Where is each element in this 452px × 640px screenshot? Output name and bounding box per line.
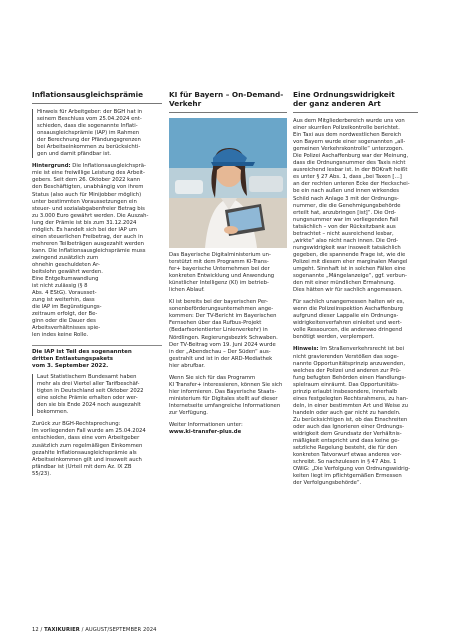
lead-label: Hinweis: bbox=[293, 346, 319, 353]
photo-illustration bbox=[169, 118, 287, 248]
page-footer bbox=[32, 627, 157, 634]
article-heading-ki: KI für Bayern – On-Demand-Verkehr bbox=[169, 90, 287, 113]
article-heading-owi: Eine Ordnungswidrigkeit der ganz anderen Art bbox=[293, 90, 418, 113]
note-box-employers: Hinweis für Arbeitgeber: der BGH hat in seinem Beschluss vom 25.04.2024 ent- schieden, dass die sogenannte Inflati- onsausgleichsprämie (IAP) im Rahmen der Berechnung der Pfändungsgrenzen bei Arbeitseinkommen zu berücksichti- gen und damit pfändbar ist. bbox=[32, 109, 162, 158]
page-number: 12 / bbox=[32, 627, 45, 633]
paragraph-opinion: Für sachlich unangemessen halten wir es, wenn die Polizeiinspektion Aschaffenburg aufgrund dieser Lappalie ein Ordnungs- widrigkeitenverfahren einleitet und wert- volle Ressourcen, die anderswo dringend benötigt werden, verplempert. bbox=[293, 299, 405, 341]
paragraph-info: Wenn Sie sich für das Programm KI Transfer+ interessieren, können Sie sich hier informieren. Das Bayerische Staats- ministerium für Digitales stellt auf dieser Internetseite umfangreiche Informationen zur Verfügung. bbox=[169, 374, 283, 416]
subheading-relief-package: Die IAP ist Teil des sogenannten dritten Entlastungspakets vom 3. September 2022. bbox=[32, 345, 162, 371]
paragraph-more-info: Weiter Informationen unter: bbox=[169, 422, 243, 429]
photo-woman-with-tablet bbox=[169, 118, 287, 248]
lead-label: Hintergrund: bbox=[32, 163, 71, 170]
paragraph-police-check: Aus dem Mitgliederbereich wurde uns von einer skurrilen Polizeikontrolle berichtet. Ein Taxi aus dem nordwestlichen Bereich von Bayern wurde einer sogenannten „all- gemeinen Verkehrskontrolle“ unterzogen. Die Polizei Aschaffenburg war der Meinung, dass die Ordnungsnummer des Taxis nicht ausreichend lesbar ist. In der BOKraft heißt es unter § 27 Abs. 1, dass „bei Taxen […] an der rechten unteren Ecke der Heckschei- be ein nach außen und innen wirkendes Schild nach Anlage 3 mit der Ordnungs- nummer, die die Genehmigungsbehörde erteilt hat, anzubringen [ist]“. Die Ord- nungsnummer war im vorliegenden Fall tatsächlich – von der Rücksitzbank aus betrachtet – nicht ausreichend lesbar, „wirkte“ also nicht nach innen. Die Ord- nungswidrigkeit war insoweit tatsächlich gegeben, die spannende Frage ist, wie die Polizei mit diesem eher marginalen Mangel umgeht. Sinnhaft ist in solchen Fällen eine sogenannte „Mängelanzeige“, ggf. verbun- den mit einer mündlichen Ermahnung. Dies hätten wir für sachlich angemessen. bbox=[293, 118, 410, 294]
paragraph-hinweis bbox=[293, 346, 418, 487]
article-heading-iap: Inflationsausgleichsprämie bbox=[32, 90, 162, 104]
note-box-statistics: Laut Statistischem Bundesamt haben mehr als drei Viertel aller Tarifbeschäf- tigten in Deutschland seit Oktober 2022 eine solche Prämie erhalten oder wer- den sie bis Ende 2024 noch ausgezahlt bekommen. bbox=[32, 374, 162, 416]
magazine-brand: TAXIKURIER bbox=[44, 627, 80, 633]
column-ordnungswidrigkeit bbox=[293, 90, 418, 492]
paragraph-bgh: Zurück zur BGH-Rechtsprechung: Im vorliegenden Fall wurde am 25.04.2024 entschieden, dass eine vom Arbeitgeber zusätzlich zum regelmäßigen Einkommen gezahlte Inflationsausgleichsprämie als Arbeitseinkommen gilt und insoweit auch pfändbar ist (Urteil mit dem Az. IX ZB 55/23). bbox=[32, 421, 146, 477]
paragraph-text: Die Inflationsausgleichsprä- mie ist eine freiwillige Leistung des Arbeit- gebers. Seit dem 26. Oktober 2022 kann den Beschäftigten, unabhängig von ihrem Status (also auch für Minijobber möglich) unter bestimmten Voraussetzungen ein steuer- und sozialabgabenfreier Betrag bis zu 3.000 Euro gewährt werden. Die Auszah- lung der Prämie ist bis zum 31.12.2024 möglich. Es handelt sich bei der IAP um einen steuerlichen Freibetrag, der auch in mehreren Teilbeträgen ausgezahlt werden kann. Die Inflationsausgleichsprämie muss zwingend zusätzlich zum ohnehin geschuldeten Ar- beitslohn gewährt werden. Eine Entgeltumwandlung ist nicht zulässig (§ 8 Abs. 4 EStG). Vorausset- zung ist weiterhin, dass die IAP im Begünstigungs- zeitraum erfolgt, der Be- ginn oder die Dauer des Arbeitsverhältnisses spie- len indes keine Rolle. bbox=[32, 163, 149, 339]
column-iap bbox=[32, 90, 162, 483]
column-ki-bayern bbox=[169, 90, 287, 441]
paragraph-background bbox=[32, 163, 162, 339]
paragraph-text: Im Straßenverkehrsrecht ist bei nicht gravierenden Verstößen das soge- nannte Opportunitätsprinzip anzuwenden, welches der Polizei und anderen zur Prü- fung befugten Behörden einen Handlungs- spielraum einräumt. Das Opportunitäts- prinzip erlaubt insbesondere, innerhalb eines festgelegten Rechtsrahmens, zu han- deln, in einer bestimmten Art und Weise zu handeln oder auch gar nicht zu handeln. Zu berücksichtigen ist, ob das Einschreiten oder auch das Ignorieren einer Ordnungs- widrigkeit dem Grundsatz der Verhältnis- mäßigkeit entspricht und dass keine ge- setzliche Regelung besteht, die für den konkreten Tatvorwurf etwas anderes vor- schreibt. So nachzulesen in § 47 Abs. 1 OWiG: „Die Verfolgung von Ordnungswidrig- keiten liegt im pflichtgemäßen Ermessen der Verfolgungsbehörde“. bbox=[293, 346, 411, 487]
issue-date: / AUGUST/SEPTEMBER 2024 bbox=[79, 627, 157, 633]
ki-transfer-link[interactable]: www.ki-transfer-plus.de bbox=[169, 429, 242, 436]
paragraph-tv-report: KI ist bereits bei der bayerischen Per- sonenbeförderungsunternehmen ange- kommen: Der TV-Bericht im Bayerischen Fernsehen über das Rufbus-Projekt (Bedarfsorientierter Linienverkehr) in Nördlingen. Regierungsbezirk Schwaben. Der TV-Beitrag vom 19. Juni 2024 wurde in der „Abendschau – Der Süden“ aus- gestrahlt und ist in der ARD-Mediathek hier abrufbar. bbox=[169, 299, 278, 369]
paragraph-program: Das Bayerische Digitalministerium un- terstützt mit dem Programm KI-Trans- fer+ bayerische Unternehmen bei der konkreten Entwicklung und Anwendung künstlicher Intelligenz (KI) im betrieb- lichen Ablauf. bbox=[169, 252, 275, 294]
